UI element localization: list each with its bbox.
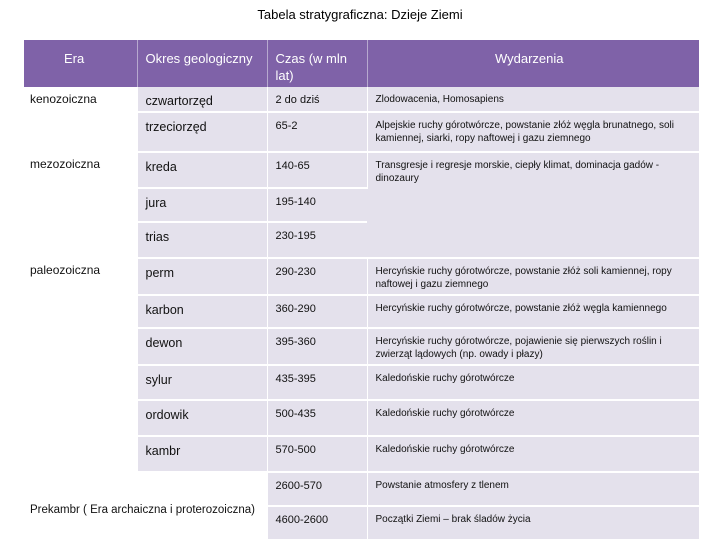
era-kenozoiczna: kenozoiczna <box>24 87 137 152</box>
wydarzenia-cell: Kaledońskie ruchy górotwórcze <box>367 400 699 436</box>
table-row <box>24 472 699 506</box>
czas-cell: 4600-2600 <box>267 506 367 540</box>
czas-cell: 140-65 <box>267 152 367 188</box>
wydarzenia-cell: Zlodowacenia, Homosapiens <box>367 87 699 112</box>
header-era: Era <box>24 40 137 87</box>
table-row <box>24 258 699 295</box>
wydarzenia-cell: Kaledońskie ruchy górotwórcze <box>367 365 699 400</box>
wydarzenia-cell: Alpejskie ruchy górotwórcze, powstanie złóż węgla brunatnego, soli kamiennej, siarki, ropy naftowej i gazu ziemnego <box>367 112 699 152</box>
czas-cell: 230-195 <box>267 222 367 258</box>
czas-cell: 395-360 <box>267 328 367 365</box>
okres-cell: perm <box>137 258 267 295</box>
czas-cell: 500-435 <box>267 400 367 436</box>
okres-cell: karbon <box>137 295 267 328</box>
header-czas: Czas (w mln lat) <box>267 40 367 87</box>
okres-cell: kambr <box>137 436 267 472</box>
table-row <box>24 87 699 112</box>
okres-cell: dewon <box>137 328 267 365</box>
table-row <box>24 152 699 188</box>
page-title: Tabela stratygraficzna: Dzieje Ziemi <box>257 7 463 22</box>
wydarzenia-cell: Hercyńskie ruchy górotwórcze, powstanie złóż soli kamiennej, ropy naftowej i gazu ziemnego <box>367 258 699 295</box>
era-mezozoiczna: mezozoiczna <box>24 152 137 258</box>
header-wydarzenia: Wydarzenia <box>367 40 699 87</box>
czas-cell: 570-500 <box>267 436 367 472</box>
czas-cell: 2 do dziś <box>267 87 367 112</box>
okres-cell: jura <box>137 188 267 222</box>
stratigraphic-table <box>24 40 699 541</box>
wydarzenia-cell: Kaledońskie ruchy górotwórcze <box>367 436 699 472</box>
era-prekambr: Prekambr ( Era archaiczna i proterozoiczna) <box>24 472 267 540</box>
okres-cell: trzeciorzęd <box>137 112 267 152</box>
okres-cell: trias <box>137 222 267 258</box>
wydarzenia-cell: Hercyńskie ruchy górotwórcze, powstanie złóż węgla kamiennego <box>367 295 699 328</box>
header-okres: Okres geologiczny <box>137 40 267 87</box>
okres-cell: kreda <box>137 152 267 188</box>
czas-cell: 360-290 <box>267 295 367 328</box>
header-row <box>24 40 699 87</box>
wydarzenia-cell: Początki Ziemi – brak śladów życia <box>367 506 699 540</box>
czas-cell: 195-140 <box>267 188 367 222</box>
czas-cell: 435-395 <box>267 365 367 400</box>
wydarzenia-cell: Powstanie atmosfery z tlenem <box>367 472 699 506</box>
wydarzenia-cell: Hercyńskie ruchy górotwórcze, pojawienie się pierwszych roślin i zwierząt lądowych (np. owady i płazy) <box>367 328 699 365</box>
okres-cell: sylur <box>137 365 267 400</box>
okres-cell: czwartorzęd <box>137 87 267 112</box>
czas-cell: 65-2 <box>267 112 367 152</box>
czas-cell: 2600-570 <box>267 472 367 506</box>
czas-cell: 290-230 <box>267 258 367 295</box>
wydarzenia-cell: Transgresje i regresje morskie, ciepły klimat, dominacja gadów - dinozaury <box>367 152 699 258</box>
era-paleozoiczna: paleozoiczna <box>24 258 137 472</box>
okres-cell: ordowik <box>137 400 267 436</box>
